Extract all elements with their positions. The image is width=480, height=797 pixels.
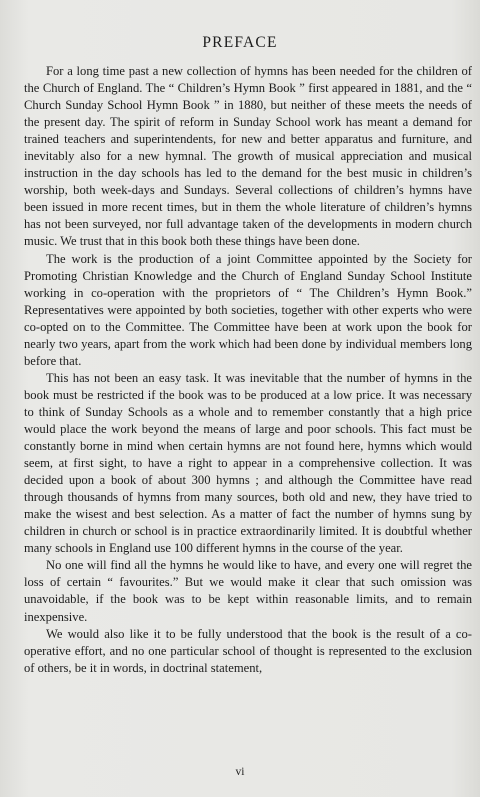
preface-body bbox=[24, 63, 472, 677]
paragraph: No one will find all the hymns he would like to have, and every one will regret the loss of certain “ favourites.” But we would make it clear that such omission was unavoidable, if the book was to be kept within reasonable limits, and to remain inexpensive. bbox=[24, 558, 472, 624]
paragraph: This has not been an easy task. It was inevitable that the number of hymns in the book must be restricted if the book was to be produced at a low price. It was necessary to think of Sunday Schools as a whole and to remember constantly that a high price would place the work beyond the means of large and poor schools. This fact must be constantly borne in mind when certain hymns are not found here, hymns which would seem, at first sight, to have a right to appear in a comprehensive collection. It was decided upon a book of about 300 hymns ; and although the Committee have read through thousands of hymns from many sources, both old and new, they have tried to make the wisest and best selection. As a matter of fact the number of hymns sung by children in church or school is in practice extraordinarily limited. It is doubtful whether many schools in England use 100 different hymns in the course of the year. bbox=[24, 370, 472, 556]
paragraph: For a long time past a new collection of hymns has been needed for the children of the Church of England. The “ Children’s Hymn Book ” first appeared in 1881, and the “ Church Sunday School Hymn Book ” in 1880, but neither of these meets the needs of the present day. The spirit of reform in Sunday School work has meant a demand for trained teachers and superintendents, for new and better apparatus and furniture, and inevitably also for a new hymnal. The growth of musical appreciation and musical instruction in the day schools has led to the demand for the best music in children’s worship, both week-days and Sundays. Several collections of children’s hymns have been issued in more recent times, but in them the whole literature of children’s hymns has not been surveyed, nor full advantage taken of the developments in modern church music. We trust that in this book both these things have been done. bbox=[24, 64, 472, 249]
page-title: PREFACE bbox=[202, 34, 278, 51]
paragraph: The work is the production of a joint Committee appointed by the Society for Promoting Christian Knowledge and the Church of England Sunday School Institute working in co-operation with the proprietors of “ The Children’s Hymn Book.” Representatives were appointed by both societies, together with other experts who were co-opted on to the Committee. The Committee have been at work upon the book for nearly two years, apart from the work which had been done by individual members long before that. bbox=[24, 251, 472, 368]
paragraph: We would also like it to be fully understood that the book is the result of a co-operative effort, and no one particular school of thought is represented to the exclusion of others, be it in words, in doctrinal statement, bbox=[24, 626, 472, 675]
page-number: vi bbox=[235, 766, 245, 778]
